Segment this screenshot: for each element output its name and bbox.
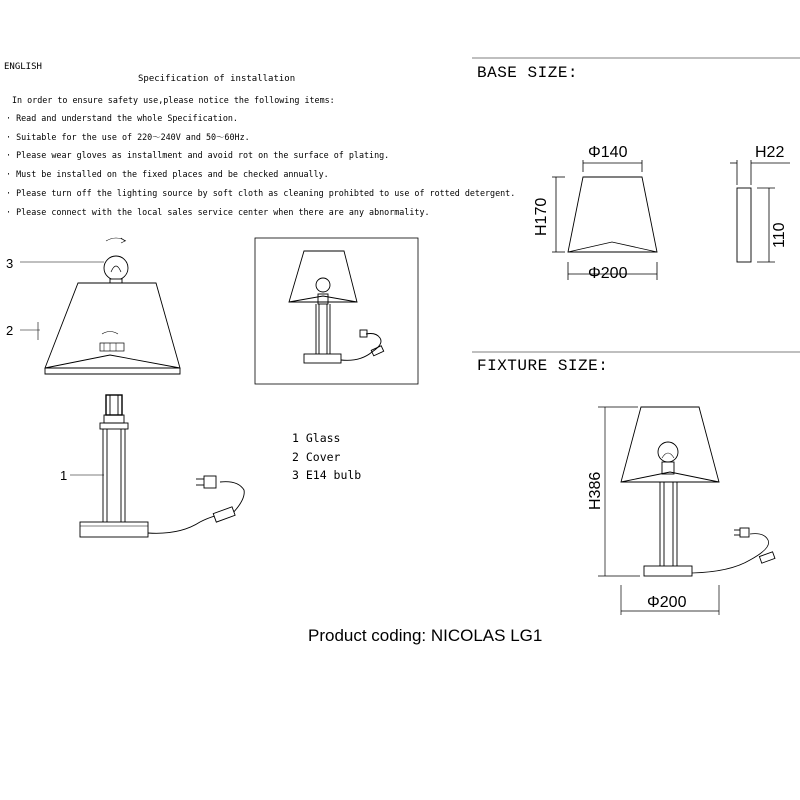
base-icon — [80, 522, 148, 537]
instruction-item: · Suitable for the use of 220～240V and 50～60Hz. — [6, 132, 250, 142]
legend-cover: 2 Cover — [292, 450, 341, 464]
base-top-diameter: Φ140 — [588, 144, 628, 161]
fixture-height: H386 — [587, 471, 604, 510]
instruction-item: · Please wear gloves as installment and avoid rot on the surface of plating. — [6, 150, 390, 160]
callout-glass: 1 — [60, 468, 68, 483]
fixture-size-heading: FIXTURE SIZE: — [477, 357, 609, 375]
instruction-item: · Please turn off the lighting source by soft cloth as cleaning prohibted to use of rotted detergent. — [6, 188, 516, 198]
product-coding: Product coding: NICOLAS LG1 — [308, 626, 543, 645]
language-label: ENGLISH — [4, 62, 42, 72]
instruction-item: · Please connect with the local sales service center when there are any abnormality. — [6, 207, 430, 217]
exploded-lamp — [20, 238, 244, 537]
instruction-intro: In order to ensure safety use,please notice the following items: — [12, 95, 335, 105]
callout-bulb: 3 — [6, 256, 14, 271]
legend-bulb: 3 E14 bulb — [292, 468, 362, 482]
base-bottom-diameter: Φ200 — [588, 265, 628, 282]
fixture-size-drawing — [598, 407, 775, 615]
base-height: H170 — [533, 197, 550, 236]
stem-icon — [103, 429, 125, 522]
callout-cover: 2 — [6, 323, 14, 338]
fixture-diameter: Φ200 — [647, 594, 687, 611]
base-side-height: H22 — [755, 144, 785, 161]
spec-title: Specification of installation — [138, 74, 296, 84]
base-side-width: 110 — [771, 222, 788, 248]
legend-glass: 1 Glass — [292, 431, 341, 445]
instruction-item: · Read and understand the whole Specification. — [6, 113, 238, 123]
assembled-lamp-inset — [255, 238, 418, 384]
shade-icon — [45, 283, 180, 374]
base-size-drawing — [552, 160, 790, 280]
socket-icon — [100, 395, 128, 429]
base-size-heading: BASE SIZE: — [477, 64, 579, 82]
instruction-item: · Must be installed on the fixed places and be checked annually. — [6, 169, 329, 179]
power-cord-icon — [148, 476, 244, 533]
